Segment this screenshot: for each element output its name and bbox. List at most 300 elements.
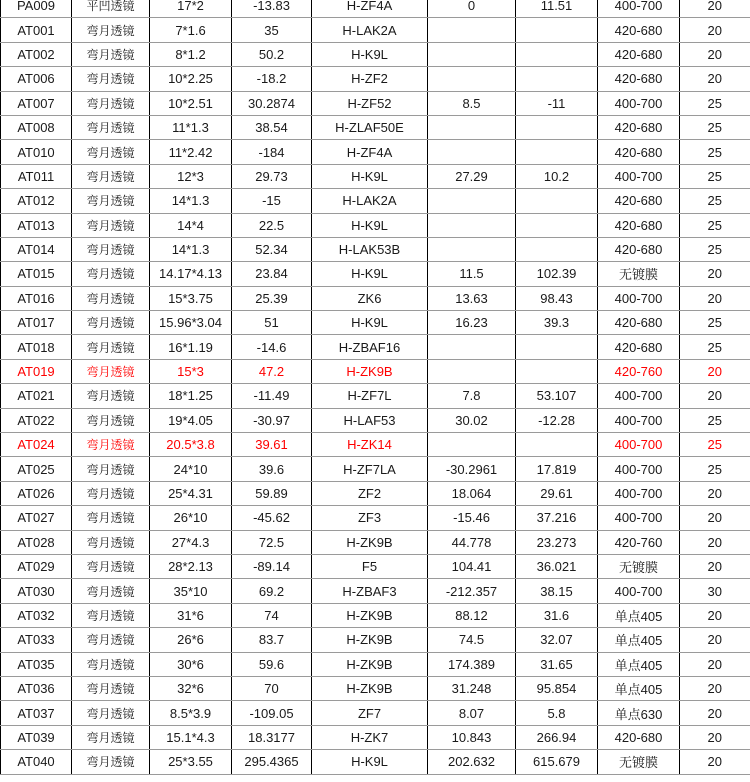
focal-length-cell: 23.84: [232, 262, 312, 286]
coating-band-cell: 400-700: [598, 433, 680, 457]
part-code-cell: AT013: [1, 213, 72, 237]
size-cell: 19*4.05: [150, 408, 232, 432]
radius-1-cell: [428, 42, 516, 66]
quantity-cell: 25: [680, 115, 750, 139]
radius-2-cell: 31.65: [516, 652, 598, 676]
lens-type-cell: 平凹透镜: [72, 0, 150, 18]
focal-length-cell: 39.61: [232, 433, 312, 457]
glass-material-cell: ZF2: [312, 481, 428, 505]
part-code-cell: AT037: [1, 701, 72, 725]
size-cell: 25*4.31: [150, 481, 232, 505]
part-code-cell: AT008: [1, 115, 72, 139]
radius-2-cell: 23.273: [516, 530, 598, 554]
coating-band-cell: 单点630: [598, 701, 680, 725]
size-cell: 26*6: [150, 628, 232, 652]
focal-length-cell: 38.54: [232, 115, 312, 139]
glass-material-cell: F5: [312, 554, 428, 578]
quantity-cell: 20: [680, 701, 750, 725]
lens-type-cell: 弯月透镜: [72, 189, 150, 213]
lens-type-cell: 弯月透镜: [72, 676, 150, 700]
radius-2-cell: 95.854: [516, 676, 598, 700]
quantity-cell: 20: [680, 628, 750, 652]
table-row: [1, 67, 750, 91]
part-code-cell: AT029: [1, 554, 72, 578]
coating-band-cell: 无镀膜: [598, 554, 680, 578]
glass-material-cell: H-ZBAF3: [312, 579, 428, 603]
radius-1-cell: [428, 359, 516, 383]
quantity-cell: 25: [680, 189, 750, 213]
lens-type-cell: 弯月透镜: [72, 164, 150, 188]
focal-length-cell: 295.4365: [232, 750, 312, 774]
glass-material-cell: H-ZK7: [312, 725, 428, 749]
table-row: [1, 554, 750, 578]
lens-type-cell: 弯月透镜: [72, 335, 150, 359]
table-row: [1, 750, 750, 774]
radius-1-cell: 0: [428, 0, 516, 18]
radius-2-cell: 31.6: [516, 603, 598, 627]
table-row: [1, 42, 750, 66]
glass-material-cell: H-ZF52: [312, 91, 428, 115]
size-cell: 17*2: [150, 0, 232, 18]
size-cell: 14.17*4.13: [150, 262, 232, 286]
size-cell: 7*1.6: [150, 18, 232, 42]
quantity-cell: 20: [680, 384, 750, 408]
focal-length-cell: -45.62: [232, 506, 312, 530]
size-cell: 18*1.25: [150, 384, 232, 408]
coating-band-cell: 420-680: [598, 115, 680, 139]
glass-material-cell: ZF7: [312, 701, 428, 725]
radius-2-cell: [516, 359, 598, 383]
part-code-cell: AT018: [1, 335, 72, 359]
part-code-cell: AT024: [1, 433, 72, 457]
lens-type-cell: 弯月透镜: [72, 384, 150, 408]
quantity-cell: 20: [680, 481, 750, 505]
radius-2-cell: 39.3: [516, 311, 598, 335]
radius-2-cell: [516, 213, 598, 237]
glass-material-cell: H-ZBAF16: [312, 335, 428, 359]
lens-type-cell: 弯月透镜: [72, 652, 150, 676]
radius-1-cell: [428, 18, 516, 42]
coating-band-cell: 无镀膜: [598, 750, 680, 774]
part-code-cell: AT017: [1, 311, 72, 335]
lens-type-cell: 弯月透镜: [72, 750, 150, 774]
radius-1-cell: 202.632: [428, 750, 516, 774]
size-cell: 15.96*3.04: [150, 311, 232, 335]
table-row: [1, 164, 750, 188]
coating-band-cell: 420-680: [598, 335, 680, 359]
size-cell: 26*10: [150, 506, 232, 530]
glass-material-cell: ZF3: [312, 506, 428, 530]
table-row: [1, 701, 750, 725]
table-row: [1, 115, 750, 139]
part-code-cell: AT035: [1, 652, 72, 676]
radius-1-cell: 16.23: [428, 311, 516, 335]
radius-2-cell: 32.07: [516, 628, 598, 652]
lens-type-cell: 弯月透镜: [72, 140, 150, 164]
coating-band-cell: 400-700: [598, 286, 680, 310]
size-cell: 35*10: [150, 579, 232, 603]
focal-length-cell: 74: [232, 603, 312, 627]
focal-length-cell: 30.2874: [232, 91, 312, 115]
coating-band-cell: 400-700: [598, 506, 680, 530]
radius-2-cell: [516, 140, 598, 164]
quantity-cell: 20: [680, 676, 750, 700]
glass-material-cell: H-ZF2: [312, 67, 428, 91]
quantity-cell: 25: [680, 311, 750, 335]
coating-band-cell: 单点405: [598, 652, 680, 676]
radius-1-cell: 88.12: [428, 603, 516, 627]
lens-type-cell: 弯月透镜: [72, 506, 150, 530]
size-cell: 15.1*4.3: [150, 725, 232, 749]
lens-type-cell: 弯月透镜: [72, 262, 150, 286]
coating-band-cell: 单点405: [598, 676, 680, 700]
table-row: [1, 481, 750, 505]
table-row: [1, 384, 750, 408]
lens-type-cell: 弯月透镜: [72, 554, 150, 578]
radius-2-cell: [516, 18, 598, 42]
size-cell: 10*2.25: [150, 67, 232, 91]
quantity-cell: 20: [680, 506, 750, 530]
lens-type-cell: 弯月透镜: [72, 91, 150, 115]
part-code-cell: AT028: [1, 530, 72, 554]
table-row: [1, 652, 750, 676]
lens-type-cell: 弯月透镜: [72, 115, 150, 139]
part-code-cell: AT006: [1, 67, 72, 91]
coating-band-cell: 420-680: [598, 189, 680, 213]
table-row: [1, 408, 750, 432]
coating-band-cell: 单点405: [598, 603, 680, 627]
radius-1-cell: 13.63: [428, 286, 516, 310]
radius-1-cell: 10.843: [428, 725, 516, 749]
table-row: [1, 457, 750, 481]
table-row: [1, 311, 750, 335]
focal-length-cell: -14.6: [232, 335, 312, 359]
coating-band-cell: 420-680: [598, 213, 680, 237]
radius-1-cell: 18.064: [428, 481, 516, 505]
part-code-cell: AT007: [1, 91, 72, 115]
lens-type-cell: 弯月透镜: [72, 359, 150, 383]
radius-1-cell: 31.248: [428, 676, 516, 700]
radius-2-cell: [516, 335, 598, 359]
glass-material-cell: H-K9L: [312, 311, 428, 335]
glass-material-cell: H-K9L: [312, 262, 428, 286]
radius-1-cell: 27.29: [428, 164, 516, 188]
focal-length-cell: 25.39: [232, 286, 312, 310]
glass-material-cell: H-K9L: [312, 164, 428, 188]
coating-band-cell: 400-700: [598, 0, 680, 18]
focal-length-cell: 59.6: [232, 652, 312, 676]
part-code-cell: AT030: [1, 579, 72, 603]
size-cell: 14*4: [150, 213, 232, 237]
radius-2-cell: 266.94: [516, 725, 598, 749]
part-code-cell: AT021: [1, 384, 72, 408]
radius-2-cell: 615.679: [516, 750, 598, 774]
lens-type-cell: 弯月透镜: [72, 481, 150, 505]
table-row: [1, 213, 750, 237]
radius-1-cell: 74.5: [428, 628, 516, 652]
radius-2-cell: 5.8: [516, 701, 598, 725]
glass-material-cell: H-ZK9B: [312, 652, 428, 676]
size-cell: 25*3.55: [150, 750, 232, 774]
glass-material-cell: H-ZF7LA: [312, 457, 428, 481]
size-cell: 11*2.42: [150, 140, 232, 164]
focal-length-cell: -109.05: [232, 701, 312, 725]
focal-length-cell: 35: [232, 18, 312, 42]
focal-length-cell: -18.2: [232, 67, 312, 91]
table-row: [1, 335, 750, 359]
quantity-cell: 20: [680, 554, 750, 578]
lens-type-cell: 弯月透镜: [72, 725, 150, 749]
radius-2-cell: 102.39: [516, 262, 598, 286]
coating-band-cell: 单点405: [598, 628, 680, 652]
size-cell: 20.5*3.8: [150, 433, 232, 457]
part-code-cell: AT002: [1, 42, 72, 66]
radius-1-cell: 104.41: [428, 554, 516, 578]
table-row: [1, 433, 750, 457]
glass-material-cell: H-ZF4A: [312, 140, 428, 164]
table-row: [1, 579, 750, 603]
focal-length-cell: 22.5: [232, 213, 312, 237]
radius-1-cell: 174.389: [428, 652, 516, 676]
focal-length-cell: 70: [232, 676, 312, 700]
focal-length-cell: -30.97: [232, 408, 312, 432]
radius-2-cell: [516, 42, 598, 66]
quantity-cell: 20: [680, 603, 750, 627]
radius-1-cell: [428, 189, 516, 213]
focal-length-cell: 51: [232, 311, 312, 335]
table-row: [1, 676, 750, 700]
glass-material-cell: H-ZK9B: [312, 628, 428, 652]
glass-material-cell: H-LAF53: [312, 408, 428, 432]
quantity-cell: 25: [680, 433, 750, 457]
radius-1-cell: 44.778: [428, 530, 516, 554]
focal-length-cell: 72.5: [232, 530, 312, 554]
radius-2-cell: 29.61: [516, 481, 598, 505]
glass-material-cell: H-ZF7L: [312, 384, 428, 408]
radius-1-cell: 30.02: [428, 408, 516, 432]
lens-type-cell: 弯月透镜: [72, 530, 150, 554]
size-cell: 15*3: [150, 359, 232, 383]
part-code-cell: AT039: [1, 725, 72, 749]
quantity-cell: 20: [680, 530, 750, 554]
quantity-cell: 20: [680, 725, 750, 749]
coating-band-cell: 400-700: [598, 481, 680, 505]
size-cell: 28*2.13: [150, 554, 232, 578]
focal-length-cell: 52.34: [232, 237, 312, 261]
quantity-cell: 20: [680, 42, 750, 66]
radius-1-cell: -212.357: [428, 579, 516, 603]
radius-1-cell: [428, 115, 516, 139]
size-cell: 8*1.2: [150, 42, 232, 66]
quantity-cell: 30: [680, 579, 750, 603]
size-cell: 10*2.51: [150, 91, 232, 115]
radius-2-cell: -11: [516, 91, 598, 115]
quantity-cell: 25: [680, 408, 750, 432]
table-row: [1, 189, 750, 213]
lens-type-cell: 弯月透镜: [72, 213, 150, 237]
lens-type-cell: 弯月透镜: [72, 311, 150, 335]
quantity-cell: 25: [680, 457, 750, 481]
glass-material-cell: H-ZK9B: [312, 530, 428, 554]
radius-2-cell: 98.43: [516, 286, 598, 310]
quantity-cell: 25: [680, 164, 750, 188]
part-code-cell: AT036: [1, 676, 72, 700]
radius-1-cell: -30.2961: [428, 457, 516, 481]
part-code-cell: AT032: [1, 603, 72, 627]
focal-length-cell: -11.49: [232, 384, 312, 408]
radius-2-cell: [516, 189, 598, 213]
radius-2-cell: 10.2: [516, 164, 598, 188]
radius-1-cell: [428, 237, 516, 261]
size-cell: 15*3.75: [150, 286, 232, 310]
focal-length-cell: 69.2: [232, 579, 312, 603]
quantity-cell: 20: [680, 18, 750, 42]
lens-type-cell: 弯月透镜: [72, 18, 150, 42]
coating-band-cell: 420-680: [598, 67, 680, 91]
glass-material-cell: H-ZK9B: [312, 359, 428, 383]
table-body: [1, 0, 750, 774]
focal-length-cell: 59.89: [232, 481, 312, 505]
focal-length-cell: 50.2: [232, 42, 312, 66]
quantity-cell: 25: [680, 335, 750, 359]
glass-material-cell: H-LAK2A: [312, 189, 428, 213]
glass-material-cell: H-ZF4A: [312, 0, 428, 18]
coating-band-cell: 420-760: [598, 359, 680, 383]
quantity-cell: 20: [680, 286, 750, 310]
radius-1-cell: [428, 213, 516, 237]
coating-band-cell: 420-680: [598, 725, 680, 749]
part-code-cell: AT022: [1, 408, 72, 432]
focal-length-cell: -89.14: [232, 554, 312, 578]
table-row: [1, 18, 750, 42]
table-row: [1, 506, 750, 530]
lens-type-cell: 弯月透镜: [72, 701, 150, 725]
lens-type-cell: 弯月透镜: [72, 237, 150, 261]
coating-band-cell: 420-680: [598, 311, 680, 335]
glass-material-cell: H-ZK9B: [312, 603, 428, 627]
radius-2-cell: 37.216: [516, 506, 598, 530]
focal-length-cell: -13.83: [232, 0, 312, 18]
size-cell: 24*10: [150, 457, 232, 481]
glass-material-cell: ZK6: [312, 286, 428, 310]
radius-1-cell: 8.07: [428, 701, 516, 725]
radius-1-cell: [428, 433, 516, 457]
part-code-cell: AT019: [1, 359, 72, 383]
lens-type-cell: 弯月透镜: [72, 408, 150, 432]
radius-2-cell: -12.28: [516, 408, 598, 432]
size-cell: 16*1.19: [150, 335, 232, 359]
lens-type-cell: 弯月透镜: [72, 433, 150, 457]
radius-2-cell: 36.021: [516, 554, 598, 578]
radius-2-cell: 38.15: [516, 579, 598, 603]
quantity-cell: 25: [680, 213, 750, 237]
part-code-cell: AT027: [1, 506, 72, 530]
quantity-cell: 25: [680, 91, 750, 115]
quantity-cell: 20: [680, 262, 750, 286]
part-code-cell: AT026: [1, 481, 72, 505]
table-row: [1, 286, 750, 310]
radius-2-cell: 53.107: [516, 384, 598, 408]
size-cell: 14*1.3: [150, 189, 232, 213]
coating-band-cell: 400-700: [598, 164, 680, 188]
focal-length-cell: -184: [232, 140, 312, 164]
part-code-cell: AT016: [1, 286, 72, 310]
coating-band-cell: 无镀膜: [598, 262, 680, 286]
coating-band-cell: 400-700: [598, 408, 680, 432]
quantity-cell: 20: [680, 67, 750, 91]
quantity-cell: 25: [680, 237, 750, 261]
lens-type-cell: 弯月透镜: [72, 579, 150, 603]
size-cell: 8.5*3.9: [150, 701, 232, 725]
quantity-cell: 25: [680, 140, 750, 164]
radius-1-cell: [428, 67, 516, 91]
lens-type-cell: 弯月透镜: [72, 286, 150, 310]
lens-type-cell: 弯月透镜: [72, 67, 150, 91]
radius-1-cell: -15.46: [428, 506, 516, 530]
part-code-cell: AT014: [1, 237, 72, 261]
size-cell: 12*3: [150, 164, 232, 188]
radius-1-cell: 8.5: [428, 91, 516, 115]
quantity-cell: 20: [680, 750, 750, 774]
radius-2-cell: 17.819: [516, 457, 598, 481]
coating-band-cell: 400-700: [598, 457, 680, 481]
focal-length-cell: 83.7: [232, 628, 312, 652]
focal-length-cell: -15: [232, 189, 312, 213]
coating-band-cell: 400-700: [598, 384, 680, 408]
part-code-cell: PA009: [1, 0, 72, 18]
table-row: [1, 140, 750, 164]
lens-type-cell: 弯月透镜: [72, 603, 150, 627]
quantity-cell: 20: [680, 652, 750, 676]
part-code-cell: AT033: [1, 628, 72, 652]
glass-material-cell: H-ZK9B: [312, 676, 428, 700]
part-code-cell: AT001: [1, 18, 72, 42]
glass-material-cell: H-K9L: [312, 42, 428, 66]
part-code-cell: AT011: [1, 164, 72, 188]
radius-2-cell: [516, 67, 598, 91]
glass-material-cell: H-LAK2A: [312, 18, 428, 42]
radius-2-cell: 11.51: [516, 0, 598, 18]
table-row: [1, 262, 750, 286]
lens-type-cell: 弯月透镜: [72, 628, 150, 652]
table-row: [1, 359, 750, 383]
focal-length-cell: 39.6: [232, 457, 312, 481]
table-row: [1, 530, 750, 554]
glass-material-cell: H-ZLAF50E: [312, 115, 428, 139]
coating-band-cell: 400-700: [598, 91, 680, 115]
lens-type-cell: 弯月透镜: [72, 457, 150, 481]
focal-length-cell: 47.2: [232, 359, 312, 383]
coating-band-cell: 420-680: [598, 140, 680, 164]
glass-material-cell: H-LAK53B: [312, 237, 428, 261]
focal-length-cell: 29.73: [232, 164, 312, 188]
table-row: [1, 0, 750, 18]
part-code-cell: AT040: [1, 750, 72, 774]
part-code-cell: AT015: [1, 262, 72, 286]
coating-band-cell: 420-760: [598, 530, 680, 554]
radius-1-cell: [428, 140, 516, 164]
radius-1-cell: 11.5: [428, 262, 516, 286]
table-row: [1, 603, 750, 627]
radius-2-cell: [516, 237, 598, 261]
focal-length-cell: 18.3177: [232, 725, 312, 749]
coating-band-cell: 400-700: [598, 579, 680, 603]
size-cell: 27*4.3: [150, 530, 232, 554]
glass-material-cell: H-ZK14: [312, 433, 428, 457]
coating-band-cell: 420-680: [598, 42, 680, 66]
quantity-cell: 20: [680, 359, 750, 383]
lens-type-cell: 弯月透镜: [72, 42, 150, 66]
